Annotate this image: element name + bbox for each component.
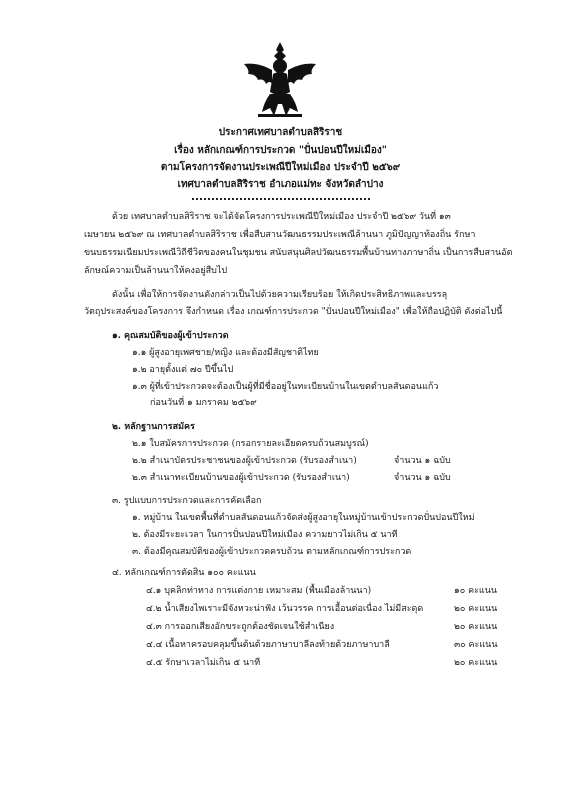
list-item: ๑.๓ ผู้ที่เข้าประกวดจะต้องเป็นผู้ที่มีชื่ออยู่ในทะเบียนบ้านในเขตตำบลสันดอนแก้ว bbox=[132, 382, 439, 392]
criteria-score: ๑๐ คะแนน bbox=[454, 586, 498, 596]
header-subject: เรื่อง หลักเกณฑ์การประกวด "ปั่นปอนปีใหม่เมือง" bbox=[174, 145, 387, 156]
section-title: ๓. รูปแบบการประกวดและการคัดเลือก bbox=[112, 496, 262, 506]
criteria-score: ๒๐ คะแนน bbox=[454, 658, 498, 668]
list-item: ๒.๓ สำเนาทะเบียนบ้านของผู้เข้าประกวด (รับรองสำเนา) bbox=[132, 473, 350, 483]
section-title: ๒. หลักฐานการสมัคร bbox=[112, 422, 195, 432]
criteria-item: ๔.๒ น้ำเสียงไพเราะมีจังหวะน่าฟัง เว้นวรรค การเอื้อนต่อเนื่อง ไม่มีสะดุด bbox=[146, 604, 424, 614]
list-item-continuation: ก่อนวันที่ ๑ มกราคม ๒๕๖๙ bbox=[150, 398, 257, 408]
header-location: เทศบาลตำบลสิริราช อำเภอแม่ทะ จังหวัดลำปาง bbox=[177, 179, 384, 190]
criteria-item: ๔.๕ รักษาเวลาไม่เกิน ๕ นาที bbox=[146, 658, 261, 668]
star-divider bbox=[192, 198, 370, 202]
list-item: ๑.๒ อายุตั้งแต่ ๗๐ ปีขึ้นไป bbox=[132, 365, 234, 375]
intro-line: ขนบธรรมเนียมประเพณีวิถีชีวิตของคนในชุมชน สนับสนุนศิลปวัฒนธรรมพื้นบ้านทางภาษาถิ่น เป็นการสืบสานอัต bbox=[84, 248, 513, 258]
intro-line: ด้วย เทศบาลตำบลสิริราช จะได้จัดโครงการประเพณีปีใหม่เมือง ประจำปี ๒๕๖๙ วันที่ ๑๓ bbox=[112, 212, 451, 222]
header-issuer: ประกาศเทศบาลตำบลสิริราช bbox=[218, 127, 343, 138]
criteria-item: ๔.๓ การออกเสียงอักขระถูกต้องชัดเจนใช้สำเนียง bbox=[146, 622, 335, 632]
section-title: ๔. หลักเกณฑ์การตัดสิน ๑๐๐ คะแนน bbox=[112, 568, 256, 578]
copy-count: จำนวน ๑ ฉบับ bbox=[394, 473, 451, 483]
garuda-emblem-icon bbox=[240, 40, 320, 120]
intro-line: วัตถุประสงค์ของโครงการ จึงกำหนด เรื่อง เกณฑ์การประกวด "ปั่นปอนปีใหม่เมือง" เพื่อให้ถือปฏิบัติ ดังต่อไปนี้ bbox=[84, 307, 503, 317]
list-item: ๒.๑ ใบสมัครการประกวด (กรอกรายละเอียดครบถ้วนสมบูรณ์) bbox=[132, 439, 369, 449]
criteria-score: ๒๐ คะแนน bbox=[454, 604, 498, 614]
list-item: ๓. ต้องมีคุณสมบัติของผู้เข้าประกวดครบถ้วน ตามหลักเกณฑ์การประกวด bbox=[132, 547, 412, 557]
intro-line: ลักษณ์ความเป็นล้านนาให้คงอยู่สืบไป bbox=[84, 266, 228, 276]
list-item: ๑. หมู่บ้าน ในเขตพื้นที่ตำบลสันดอนแก้วจัดส่งผู้สูงอายุในหมู่บ้านเข้าประกวดปั่นปอนปีใหม่ bbox=[132, 513, 475, 523]
list-item: ๑.๑ ผู้สูงอายุเพศชาย/หญิง และต้องมีสัญชาติไทย bbox=[132, 348, 319, 358]
list-item: ๒. ต้องมีระยะเวลา ในการปั่นปอนปีใหม่เมือง ความยาวไม่เกิน ๕ นาที bbox=[132, 530, 398, 540]
criteria-score: ๓๐ คะแนน bbox=[454, 640, 498, 650]
intro-line: เมษายน ๒๕๖๙ ณ เทศบาลตำบลสิริราช เพื่อสืบสานวัฒนธรรมประเพณีล้านนา ภูมิปัญญาท้องถิ่น รักษา bbox=[84, 230, 476, 240]
header-project: ตามโครงการจัดงานประเพณีปีใหม่เมือง ประจำปี ๒๕๖๙ bbox=[160, 162, 401, 173]
section-title: ๑. คุณสมบัติของผู้เข้าประกวด bbox=[112, 331, 229, 341]
criteria-score: ๒๐ คะแนน bbox=[454, 622, 498, 632]
copy-count: จำนวน ๑ ฉบับ bbox=[394, 456, 451, 466]
criteria-item: ๔.๑ บุคลิกท่าทาง การแต่งกาย เหมาะสม (พื้นเมืองล้านนา) bbox=[146, 586, 372, 596]
intro-line: ดังนั้น เพื่อให้การจัดงานดังกล่าวเป็นไปด้วยความเรียบร้อย ให้เกิดประสิทธิภาพและบรรลุ bbox=[112, 290, 448, 300]
list-item: ๒.๒ สำเนาบัตรประชาชนของผู้เข้าประกวด (รับรองสำเนา) bbox=[132, 456, 357, 466]
criteria-item: ๔.๔ เนื้อหาครอบคลุมขึ้นต้นด้วยภาษาบาลีลงท้ายด้วยภาษาบาลี bbox=[146, 640, 390, 650]
